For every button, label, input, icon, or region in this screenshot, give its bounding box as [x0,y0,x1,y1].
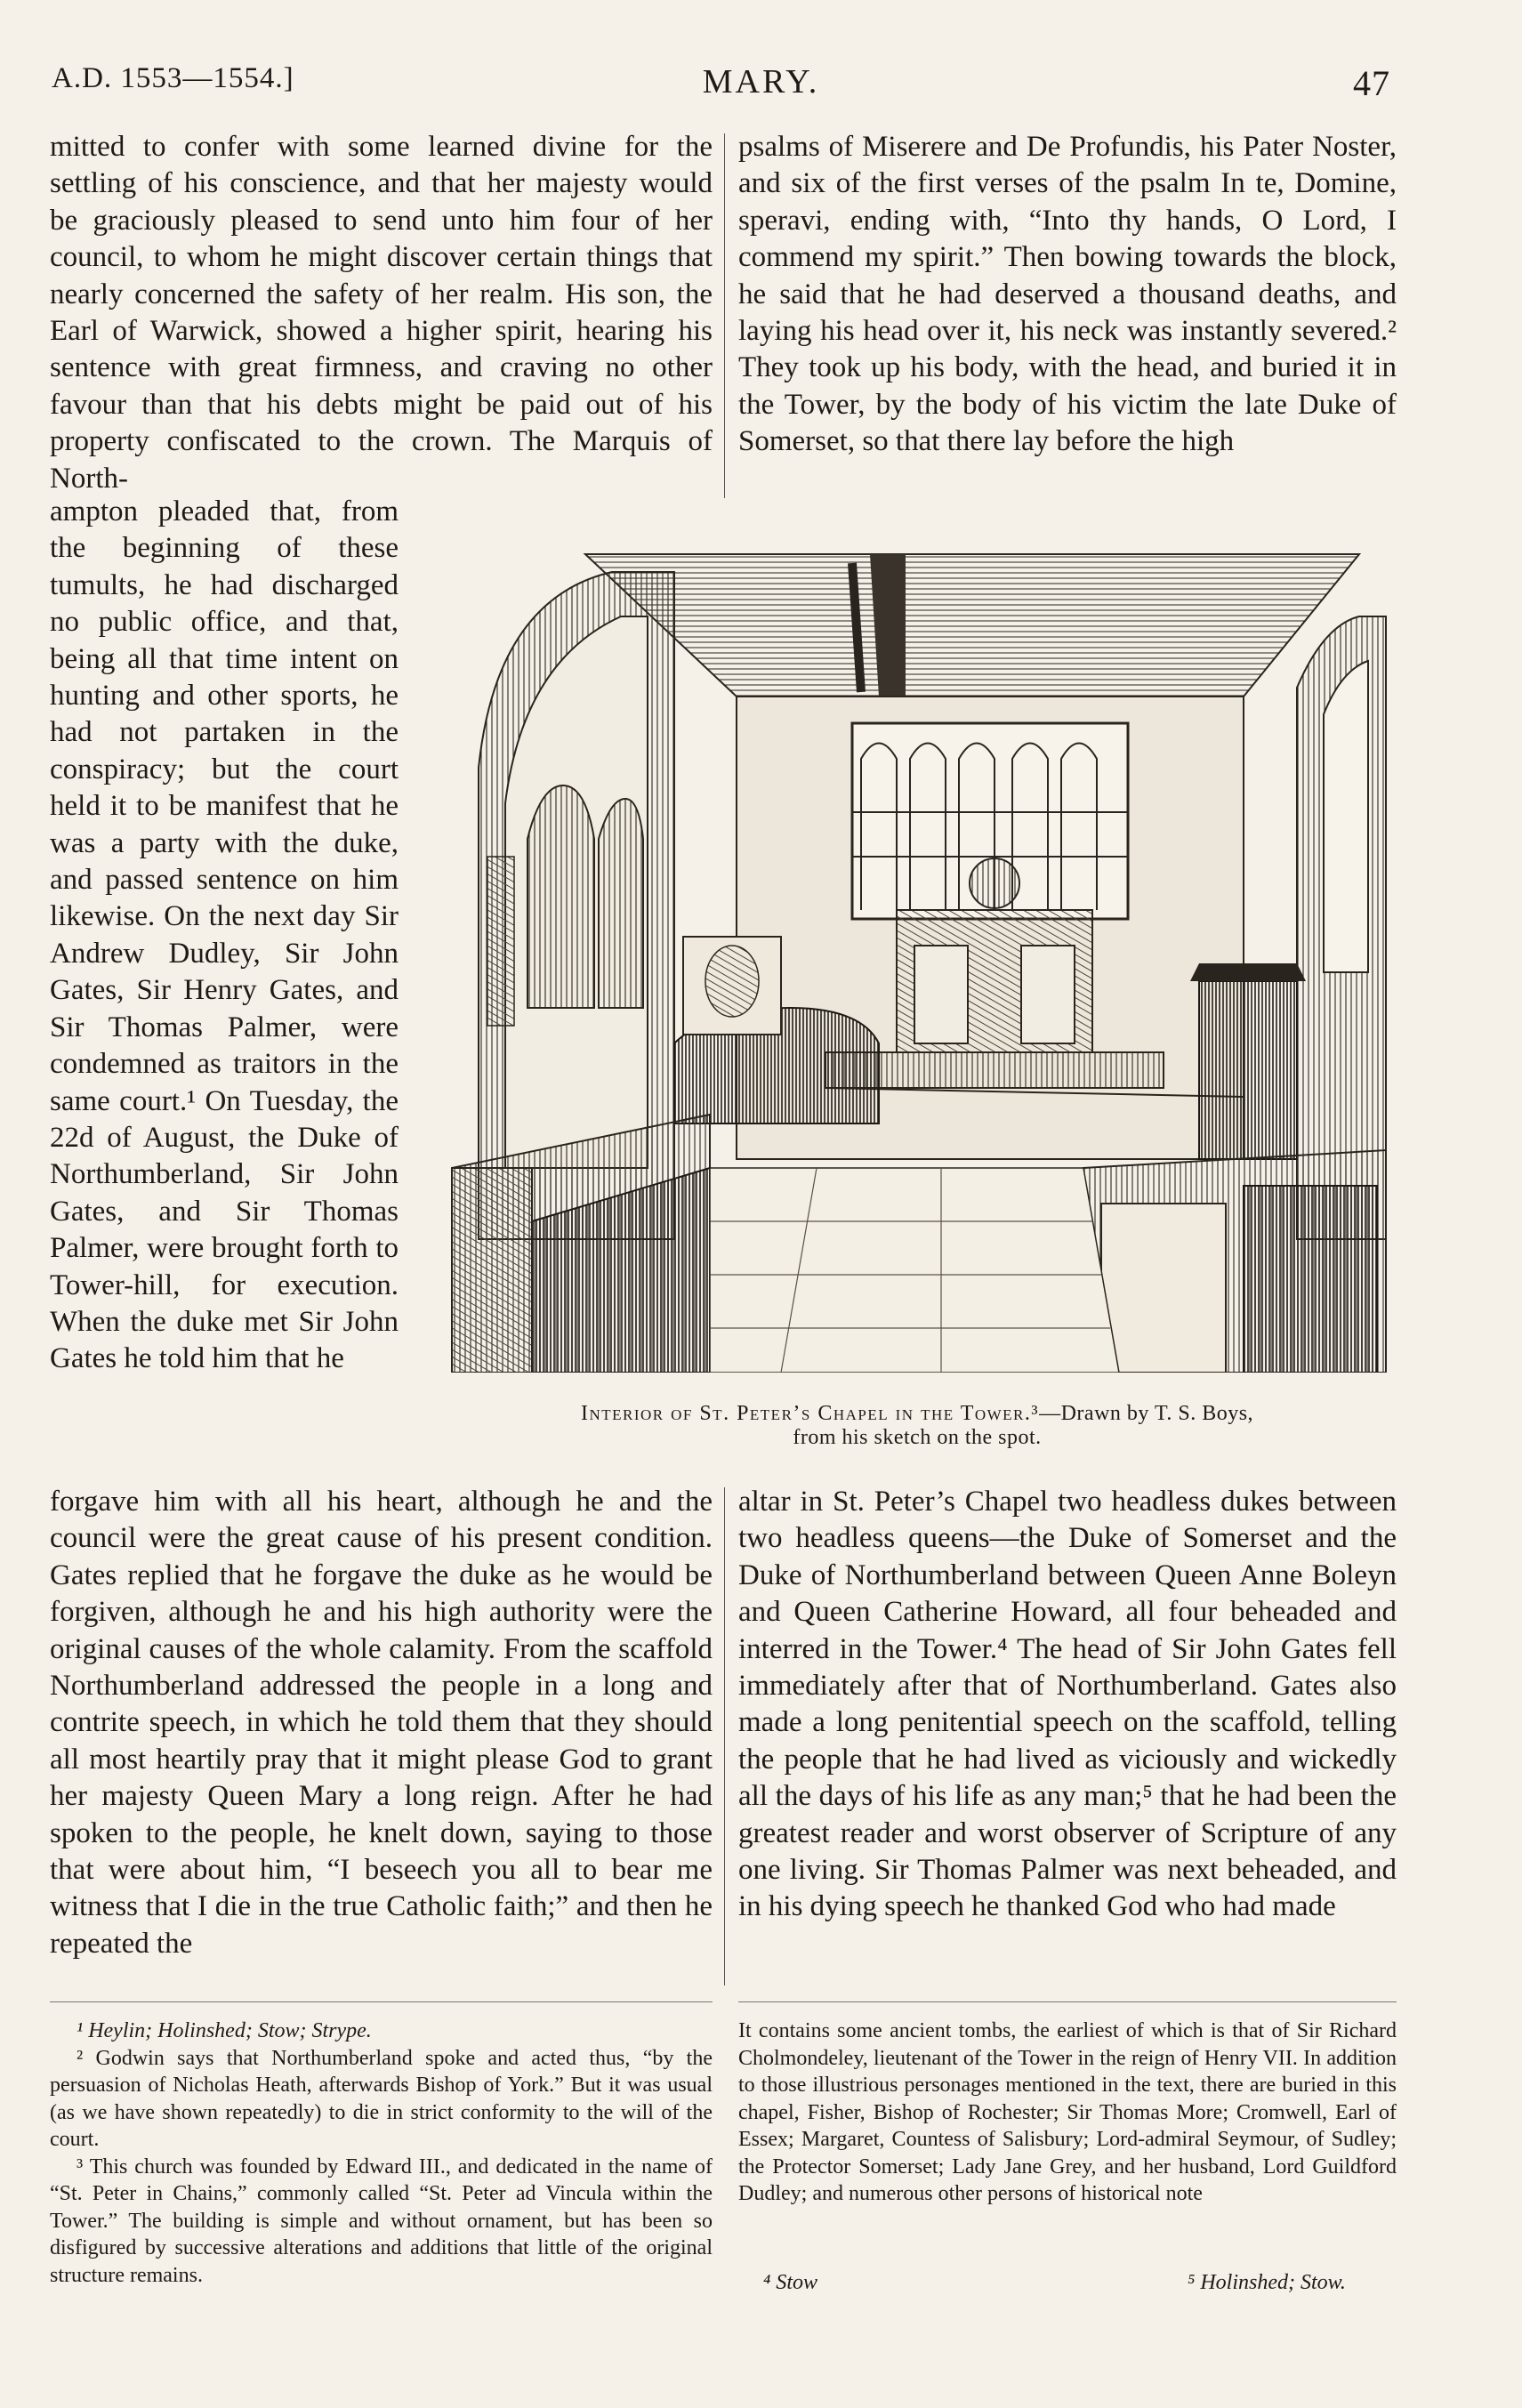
running-head-date-range: A.D. 1553—1554.] [52,62,294,94]
footnotes-right [738,2017,1397,2208]
body-column-narrow [50,494,399,1378]
paragraph: altar in St. Peter’s Chapel two headless dukes between two headless queens—the Duke of Somerset and the Duke of Northumberland between Queen Anne Boleyn and Queen Catherine Howard, all four beheaded and interred in the Tower.⁴ The head of Sir John Gates fell immediately after that of Northumberland. Gates also made a long penitential speech on the scaffold, telling the people that he had lived as viciously and wickedly all the days of his life as any man;⁵ that he had been the greatest reader and worst observer of Scripture of any one living. Sir Thomas Palmer was next beheaded, and in his dying speech he thanked God who had made [738,1486,1397,1923]
column-divider [724,133,725,498]
caption-line-2: from his sketch on the spot. [793,1426,1042,1449]
footnote-1: ¹ Heylin; Holinshed; Stow; Strype. [77,2019,372,2042]
body-column-top-right [738,129,1397,461]
page-number: 47 [1353,63,1390,103]
footnote-5: ⁵ Holinshed; Stow. [1188,2271,1346,2294]
figure-caption [418,1402,1416,1450]
column-divider [724,1487,725,1985]
chapel-interior-engraving [443,545,1393,1373]
footnote-2: ² Godwin says that Northumberland spoke and acted thus, “by the persuasion of Nicholas Heath, afterwards Bishop of York.” But it was usual (as we have shown repeatedly) to die in strict conformity to the will of the court. [50,2046,713,2151]
body-column-bottom-right [738,1484,1397,1926]
footnote-rule [50,2001,713,2002]
footnote-3-continued: It contains some ancient tombs, the earliest of which is that of Sir Richard Cholmondeley, lieutenant of the Tower in the reign of Henry VII. In addition to those illustrious personages mentioned in the text, there are buried in this chapel, Fisher, Bishop of Rochester; Sir Thomas More; Cromwell, Earl of Essex; Margaret, Countess of Salisbury; Lord-admiral Seymour, of Sudley; the Protector Somerset; Lady Jane Grey, and her husband, Lord Guildford Dudley; and numerous other persons of historical note [738,2019,1397,2205]
footnote-3: ³ This church was founded by Edward III., and dedicated in the name of “St. Peter in Chains,” commonly called “St. Peter ad Vincula within the Tower.” The building is simple and without ornament, but has been so disfigured by successive alterations and additions that little of the original structure remains. [50,2154,713,2287]
footnote-4: ⁴ Stow [763,2271,818,2294]
paragraph: forgave him with all his heart, although he and the council were the great cause of his present condition. Gates replied that he forgave the duke as he would be forgiven, although he and his high authority were the original causes of the whole calamity. From the scaffold Northumberland addressed the people in a long and contrite speech, in which he told them that they should all most heartily pray that it might please God to grant her majesty Queen Mary a long reign. After he had spoken to the people, he knelt down, saying to those that were about him, “I beseech you all to bear me witness that I die in the true Catholic faith;” and then he repeated the [50,1486,713,1960]
caption-title: Interior of St. Peter’s Chapel in the Tower.³ [580,1402,1040,1425]
caption-credit: —Drawn by T. S. Boys, [1039,1402,1254,1425]
body-column-top-left [50,129,713,497]
paragraph: psalms of Miserere and De Profundis, his Pater Noster, and six of the first verses of the psalm In te, Domine, speravi, ending with, “Into thy hands, O Lord, I commend my spirit.” Then bowing towards the block, he said that he had deserved a thousand deaths, and laying his head over it, his neck was instantly severed.² They took up his body, with the head, and buried it in the Tower, by the body of his victim the late Duke of Somerset, so that there lay before the high [738,131,1397,458]
running-head-title: MARY. [702,63,820,101]
paragraph: mitted to confer with some learned divine for the settling of his conscience, and that her majesty would be graciously pleased to send unto him four of her council, to whom he might discover certain things that nearly concerned the safety of her realm. His son, the Earl of Warwick, showed a higher spirit, hearing his sentence with great firmness, and craving no other favour than that his debts might be paid out of his property confiscated to the crown. The Marquis of North- [50,131,713,495]
paragraph: ampton pleaded that, from the beginning of these tumults, he had discharged no public office, and that, being all that time intent on hunting and other sports, he had not partaken in the conspiracy; but the court held it to be manifest that he was a party with the duke, and passed sentence on him likewise. On the next day Sir Andrew Dudley, Sir John Gates, Sir Henry Gates, and Sir Thomas Palmer, were condemned as traitors in the same court.¹ On Tuesday, the 22d of August, the Duke of Northumberland, Sir John Gates, and Sir Thomas Palmer, were brought forth to Tower-hill, for execution. When the duke met Sir John Gates he told him that he [50,495,399,1375]
footnote-rule [738,2001,1397,2002]
caption-line-1 [418,1402,1416,1426]
body-column-bottom-left [50,1484,713,1962]
footnotes-left [50,2017,713,2289]
